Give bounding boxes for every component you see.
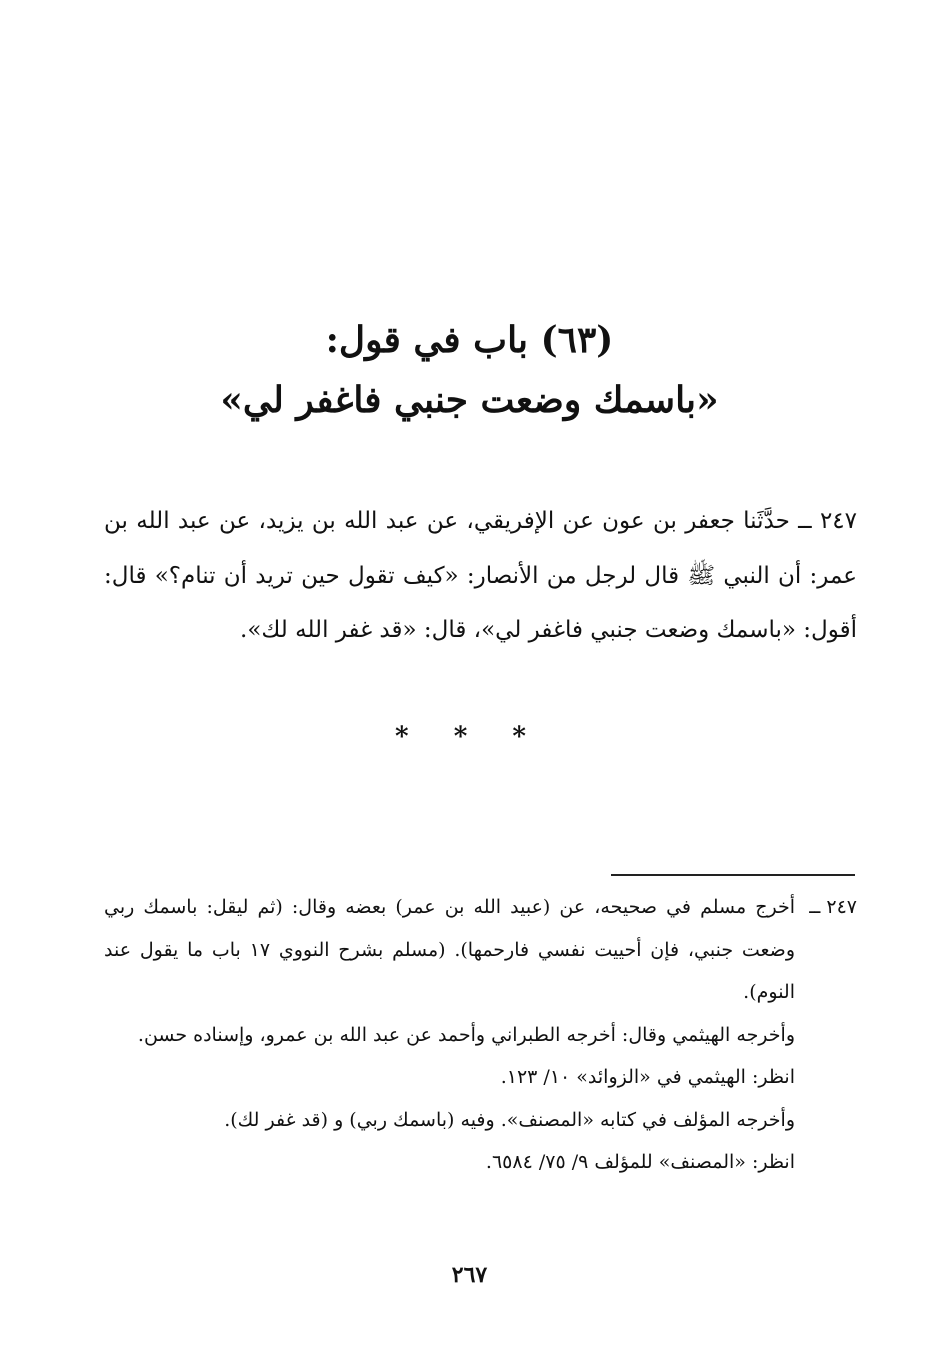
footnote-divider — [611, 874, 855, 876]
section-separator: * * * — [395, 722, 544, 752]
footnote-number: ٢٤٧ ــ — [809, 896, 857, 918]
footnote-paragraph: انظر: «المصنف» للمؤلف ٩/ ٧٥/ ٦٥٨٤. — [485, 1151, 795, 1173]
page-number: ٢٦٧ — [451, 1262, 488, 1288]
footnotes — [104, 886, 857, 1184]
footnote-entry — [104, 886, 857, 1184]
chapter-heading-line-1: (٦٣) باب في قول: — [325, 319, 614, 361]
footnote-paragraph: أخرج مسلم في صحيحه، عن (عبيد الله بن عمر) بعضه وقال: (ثم ليقل: باسمك ربي وضعت جنبي، فإن أحييت نفسي فارحمها). (مسلم بشرح النووي ١٧ باب ما يقول عند النوم). — [104, 896, 795, 1003]
chapter-heading-line-2: «باسمك وضعت جنبي فاغفر لي» — [220, 379, 719, 421]
footnote-paragraph: وأخرجه المؤلف في كتابه «المصنف». وفيه (باسمك ربي) و (قد غفر لك). — [224, 1108, 795, 1131]
footnote-body — [104, 886, 795, 1184]
footnote-paragraph: وأخرجه الهيثمي وقال: أخرجه الطبراني وأحمد عن عبد الله بن عمرو، وإسناده حسن. — [137, 1023, 795, 1046]
chapter-heading — [120, 310, 819, 430]
footnote-paragraph: انظر: الهيثمي في «الزوائد» ١٠/ ١٢٣. — [500, 1066, 795, 1088]
hadith-text: ٢٤٧ ــ حدَّثَنا جعفر بن عون عن الإفريقي، عن عبد الله بن يزيد، عن عبد الله بن عمر: أن النبي ﷺ قال لرجل من الأنصار: «كيف تقول حين تريد أن تنام؟» قال: أقول: «باسمك وضعت جنبي فاغفر لي»، قال: «قد غفر الله لك». — [104, 508, 857, 643]
